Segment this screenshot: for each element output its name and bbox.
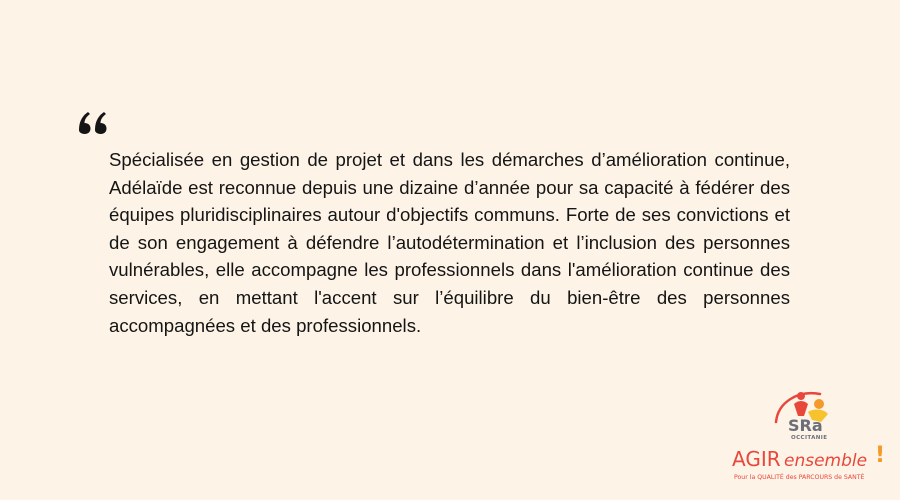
quote-open-icon	[76, 106, 110, 136]
logo-region: OCCITANIE	[791, 435, 828, 441]
logo-tagline: Pour la QUALITÉ des PARCOURS de SANTÉ	[734, 474, 865, 481]
quote-text: Spécialisée en gestion de projet et dans les démarches d’amélioration continue, Adélaïde est reconnue depuis une dizaine d’année pour sa capacité à fédérer des équipes pluridisciplinaires autour d'objectifs communs. Forte de ses convictions et de son engagement à défendre l’autodétermination et l’inclusion des personnes vulnérables, elle accompagne les professionnels dans l'amélioration continue des services, en mettant l'accent sur l’équilibre du bien-être des personnes accompagnées et des professionnels.	[109, 149, 790, 336]
logo-exclamation: !	[875, 443, 886, 468]
logo-agir: AGIR	[732, 447, 781, 471]
logo-acronym: SRa	[788, 416, 823, 435]
sra-occitanie-logo	[728, 382, 888, 492]
logo-ensemble: ensemble	[784, 451, 868, 471]
